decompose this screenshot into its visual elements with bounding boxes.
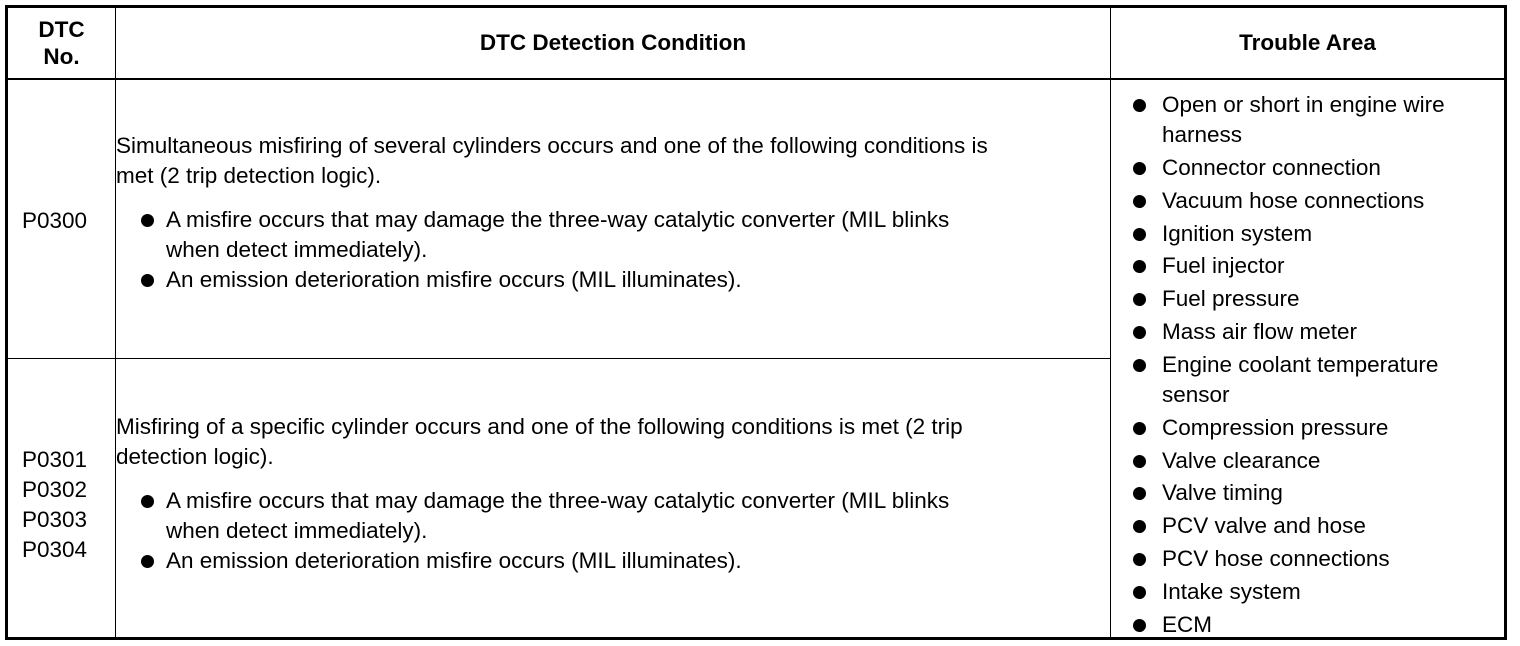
list-item-line1: An emission deterioration misfire occurs (MIL illuminates). (166, 267, 742, 292)
header-dtc-no-line2: No. (43, 44, 80, 69)
dtc-code: P0302 (22, 477, 88, 502)
list-item (1111, 317, 1501, 347)
row-divider (8, 358, 1110, 359)
list-item (116, 205, 1106, 265)
list-item (116, 546, 1106, 576)
list-item (1111, 478, 1501, 508)
list-item (116, 486, 1106, 546)
trouble-area-cell (1111, 90, 1501, 642)
list-item-line1: A misfire occurs that may damage the three-way catalytic converter (MIL blinks (166, 207, 950, 232)
header-divider (8, 78, 1504, 80)
trouble-area-line1: Connector connection (1162, 155, 1381, 180)
dtc-table (5, 5, 1507, 640)
trouble-area-line1: Engine coolant temperature (1162, 351, 1439, 377)
dtc-code: P0300 (22, 208, 88, 233)
trouble-area-line1: Ignition system (1162, 220, 1313, 246)
condition-intro (116, 131, 1106, 191)
condition-intro-line2: met (2 trip detection logic). (116, 163, 382, 188)
list-item-line1: An emission deterioration misfire occurs (MIL illuminates). (166, 548, 742, 573)
list-item (1111, 251, 1501, 281)
list-item (116, 265, 1106, 295)
list-item (1111, 446, 1501, 476)
list-item-line1: A misfire occurs that may damage the three-way catalytic converter (MIL blinks (166, 488, 950, 513)
dtc-code: P0301 (22, 447, 88, 472)
list-item (1111, 577, 1501, 607)
trouble-area-line1: Fuel injector (1162, 253, 1285, 279)
header-detection-condition: DTC Detection Condition (479, 30, 747, 55)
trouble-area-line1: PCV valve and hose (1162, 513, 1366, 539)
list-item (1111, 284, 1501, 314)
dtc-code: P0304 (22, 537, 88, 562)
trouble-area-line1: Vacuum hose connections (1162, 187, 1425, 213)
trouble-area-line1: Mass air flow meter (1162, 318, 1358, 344)
trouble-area-line1: Compression pressure (1162, 414, 1389, 440)
condition-intro-line2: detection logic). (116, 444, 274, 469)
condition-intro (116, 412, 1106, 472)
list-item (1111, 219, 1501, 249)
header-trouble-area: Trouble Area (1239, 30, 1376, 55)
list-item-line2: when detect immediately). (166, 518, 428, 543)
list-item (1111, 610, 1501, 640)
list-item (1111, 413, 1501, 443)
list-item (1111, 350, 1501, 410)
condition-intro-line1: Simultaneous misfiring of several cylinders occurs and one of the following conditions is (116, 133, 988, 158)
condition-list (116, 205, 1106, 295)
list-item (1111, 153, 1501, 183)
detection-condition-row2 (116, 412, 1106, 576)
list-item (1111, 511, 1501, 541)
list-item (1111, 90, 1501, 150)
trouble-area-line1: ECM (1162, 611, 1212, 637)
dtc-codes-row1 (22, 206, 87, 236)
trouble-area-line1: PCV hose connections (1162, 545, 1390, 571)
list-item-line2: when detect immediately). (166, 237, 428, 262)
detection-condition-row1 (116, 131, 1106, 295)
trouble-area-line2: sensor (1162, 381, 1230, 407)
trouble-area-line1: Valve clearance (1162, 447, 1321, 473)
list-item (1111, 544, 1501, 574)
header-dtc-no-line1: DTC (38, 17, 85, 42)
trouble-area-list (1111, 90, 1501, 640)
trouble-area-line1: Open or short in engine wire (1162, 92, 1445, 117)
list-item (1111, 186, 1501, 216)
condition-intro-line1: Misfiring of a specific cylinder occurs and one of the following conditions is met (2 trip (116, 414, 963, 439)
trouble-area-line1: Fuel pressure (1162, 286, 1300, 312)
dtc-code: P0303 (22, 507, 88, 532)
header-dtc-no (8, 8, 115, 78)
dtc-codes-row2 (22, 445, 87, 565)
trouble-area-line1: Valve timing (1162, 480, 1283, 506)
trouble-area-line1: Intake system (1162, 578, 1301, 604)
trouble-area-line2: harness (1162, 122, 1243, 148)
condition-list (116, 486, 1106, 576)
